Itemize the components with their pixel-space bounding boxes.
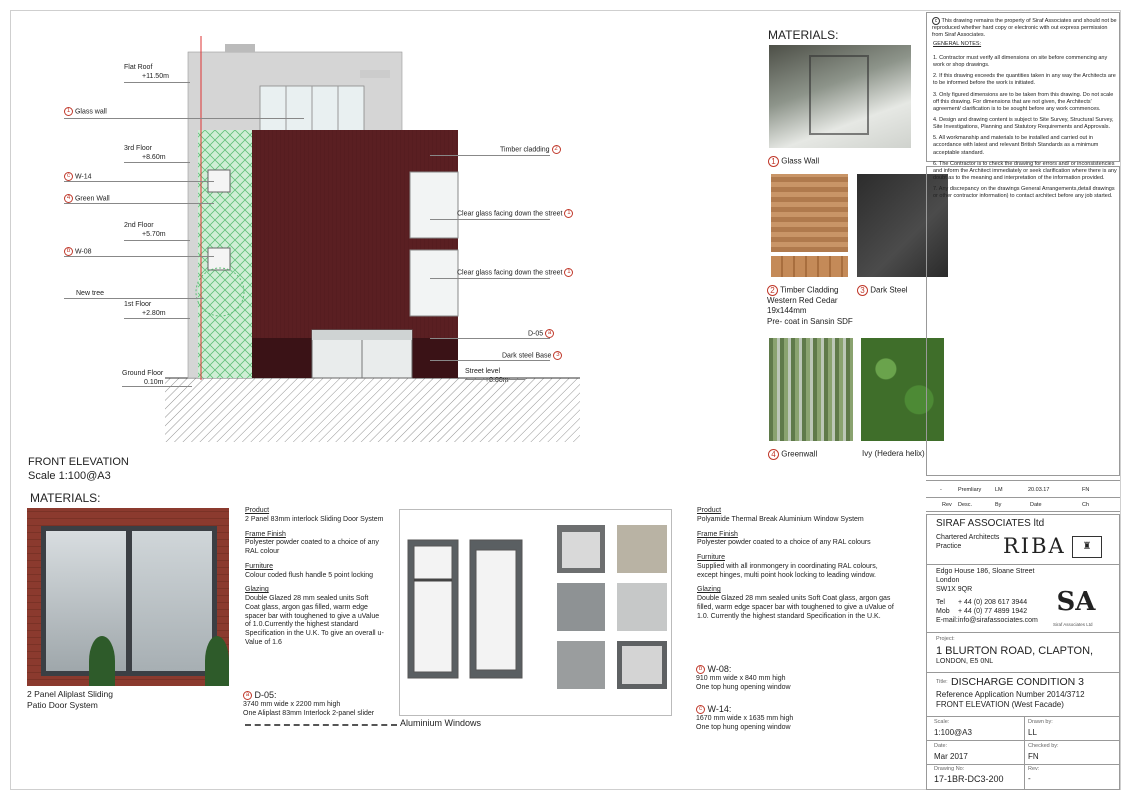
firm-address: Edgo House 186, Sloane Street London SW1X 9QR bbox=[936, 568, 1035, 593]
material-ivy: Ivy (Hedera helix) bbox=[862, 449, 925, 458]
project-postcode: LONDON, E5 0NL bbox=[936, 658, 994, 665]
drawing-number: 17-1BR-DC3-200 bbox=[934, 774, 1004, 784]
copyright-note: c This drawing remains the property of Siraf Associates and should not be reproduced whether hard copy or electronic with out express permission from Siraf Associates. bbox=[932, 18, 1117, 39]
door-spec: Product 2 Panel 83mm interlock Sliding Door System Frame Finish Polyester powder coated to a choice of any RAL colour Furniture Colour coded flush handle 5 point locking Glazing Double Glazed 28 mm sealed units Soft Coat glass, argon gas filled, warm edge spacer bar with toughened to give a uValue of 1.0.Currently the highest standard Specification in the U.K. To give an overall u-Value of 1.6 bbox=[245, 507, 384, 646]
label-steel-base: Dark steel Base 3 bbox=[502, 351, 562, 361]
windows-caption: Aluminium Windows bbox=[400, 718, 482, 728]
scale-value: 1:100@A3 bbox=[934, 728, 972, 737]
riba-crest-icon: ♜ bbox=[1072, 536, 1102, 558]
ground-hatch bbox=[165, 378, 580, 442]
label-timber-cladding: Timber cladding 2 bbox=[500, 145, 561, 155]
label-green-wall: 4 Green Wall bbox=[64, 194, 110, 204]
date-value: Mar 2017 bbox=[934, 752, 968, 761]
drawing-title: DISCHARGE CONDITION 3 bbox=[951, 676, 1085, 688]
sliding-door-photo bbox=[27, 508, 229, 686]
timber-detail-photo bbox=[771, 256, 848, 277]
glass-wall-photo bbox=[769, 45, 911, 148]
materials-top-heading: MATERIALS: bbox=[768, 28, 839, 42]
material-glass-wall: 1 Glass Wall bbox=[768, 156, 819, 167]
drawing-title-lines: Reference Application Number 2014/3712 FRONT ELEVATION (West Facade) bbox=[936, 690, 1085, 709]
material-greenwall: 4 Greenwall bbox=[768, 449, 817, 460]
greenwall-photo bbox=[769, 338, 853, 441]
level-1st-floor: 1st Floor +2.80m bbox=[124, 301, 166, 317]
w14-spec: c W-14: 1670 mm wide x 1635 mm high One top hung opening window bbox=[696, 704, 794, 731]
project-name: 1 BLURTON ROAD, CLAPTON, bbox=[936, 645, 1094, 657]
w08-spec: b W-08: 910 mm wide x 840 mm high One top hung opening window bbox=[696, 664, 791, 691]
d05-spec: a D-05: 3740 mm wide x 2200 mm high One Aliplast 83mm Interlock 2-panel slider bbox=[243, 690, 375, 717]
window-spec: Product Polyamide Thermal Break Aluminium Window System Frame Finish Polyester powder coated to a choice of any RAL colours Furniture Supplied with all ironmongery in coordinating RAL colours, except hinges, multi point hook locking to leading window. Glazing Double Glazed 28 mm sealed units Soft Coat glass, argon gas filled, warm edge spacer bar with toughened to give a uValue of 1.0. Currently the highest standard Specification in the U.K. bbox=[697, 507, 894, 620]
door-caption: 2 Panel Aliplast Sliding Patio Door System bbox=[27, 689, 114, 711]
aluminium-windows-panel bbox=[399, 509, 672, 716]
label-clear-glass-2: Clear glass facing down the street 1 bbox=[457, 268, 573, 278]
notes-blank-area bbox=[926, 166, 1120, 476]
level-street: Street level +0.00m bbox=[465, 368, 509, 384]
label-new-tree: New tree bbox=[76, 290, 105, 297]
materials-bottom-heading: MATERIALS: bbox=[30, 491, 101, 505]
level-3rd-floor: 3rd Floor +8.60m bbox=[124, 145, 166, 161]
window-upper bbox=[410, 172, 458, 238]
sa-logo-caption: Siraf Associates Ltd bbox=[1053, 622, 1093, 627]
riba-logo: RIBA bbox=[1003, 534, 1066, 558]
label-d05: D-05 a bbox=[528, 329, 554, 339]
window-lower bbox=[410, 250, 458, 316]
general-notes-box bbox=[926, 12, 1120, 200]
notes-heading: GENERAL NOTES: bbox=[933, 41, 982, 47]
level-flat-roof: Flat Roof +11.50m bbox=[124, 64, 169, 80]
timber-photo bbox=[771, 174, 848, 252]
material-timber: 2 Timber Cladding Western Red Cedar 19x144mm Pre- coat in Sansin SDF bbox=[767, 285, 853, 326]
label-clear-glass-1: Clear glass facing down the street 1 bbox=[457, 209, 573, 219]
dashed-divider bbox=[245, 724, 397, 726]
window-frame-drawing bbox=[400, 510, 673, 717]
label-w14: c W-14 bbox=[64, 172, 92, 182]
firm-name: SIRAF ASSOCIATES ltd bbox=[936, 518, 1045, 529]
drawn-by-value: LL bbox=[1028, 728, 1037, 737]
level-ground-floor: Ground Floor 0.10m bbox=[122, 370, 164, 386]
elevation-title: FRONT ELEVATION Scale 1:100@A3 bbox=[28, 456, 129, 482]
rev-value: - bbox=[1028, 774, 1031, 783]
label-w08: b W-08 bbox=[64, 247, 92, 257]
label-glass-wall: 1 Glass wall bbox=[64, 107, 107, 117]
checked-by-value: FN bbox=[1028, 752, 1039, 761]
sa-logo: SA bbox=[1056, 587, 1096, 617]
notes-list: 1. Contractor must verify all dimensions on site before commencing any work or shop drawings. 2. If this drawing exceeds the quantities taken in any way the Architects are to be informed before the work is initiated. 3. Only figured dimensions are to be taken from this drawing. Do not scale off this drawing. For dimensions that are not given, the Architects' agreement/ clarification is to be sought before any work commences. 4. Design and drawing content is subject to Site Survey, Structural Survey, Site Investigations, Planning and Statutory Requirements and Approvals. 5. All workmanship and materials to be installed and carried out in accordance with latest and relevant British Standards as a minimum acceptable standard. 6. The Contractor is to check the drawing for errors and/ or inconsistencies and inform the Architect immediately or seek clarification where there is any doubt as to the meaning and interpretation of the information provided. 7. Any discrepancy on the drawings General Arrangements,detail drawings or other contractor information) to contact architect before any job started. bbox=[933, 55, 1117, 200]
firm-subtitle: Chartered Architects Practice bbox=[936, 534, 1000, 550]
material-dark-steel: 3 Dark Steel bbox=[857, 285, 908, 296]
level-2nd-floor: 2nd Floor +5.70m bbox=[124, 222, 166, 238]
firm-contacts: Tel + 44 (0) 208 617 3944 Mob + 44 (0) 77 4899 1942 E-mail:info@sirafassociates.com bbox=[936, 599, 1038, 624]
